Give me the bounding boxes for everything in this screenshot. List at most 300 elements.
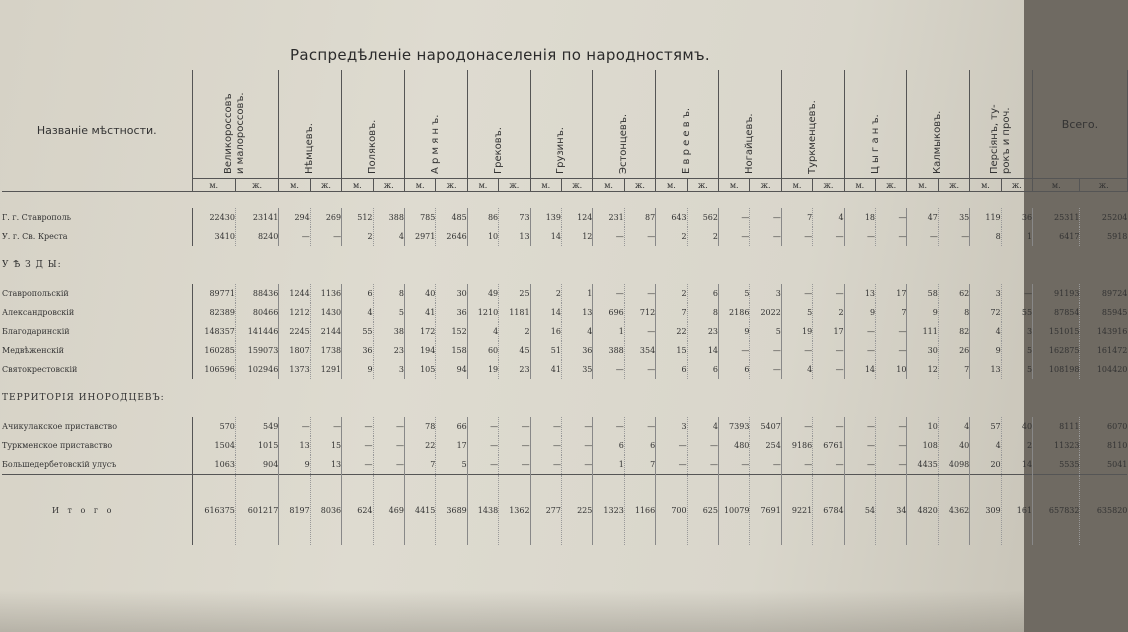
population-value: 254 [750,436,781,455]
population-value: 4820 [907,475,938,546]
population-value: 151015 [1033,322,1080,341]
population-value: 158 [436,341,467,360]
population-value: 36 [1001,208,1032,227]
population-value: 2971 [404,227,435,246]
population-value: 2 [499,322,530,341]
population-value: 141446 [235,322,278,341]
population-value: 7691 [750,475,781,546]
nationality-label: Нѣмцевъ. [304,123,316,174]
population-value: 162875 [1033,341,1080,360]
population-value: 4098 [938,455,969,475]
population-value: — [342,436,373,455]
population-value: — [656,455,687,475]
nationality-label: А р м я н ъ. [429,114,441,174]
female-subheader: ж. [938,179,969,192]
population-value: 1438 [467,475,498,546]
population-value: — [876,455,907,475]
population-value: 73 [499,208,530,227]
population-value: 4 [970,322,1001,341]
nationality-header [593,70,656,179]
nationality-header [467,70,530,179]
population-value: 1 [561,284,592,303]
table-row [2,436,1127,455]
population-value: 23141 [235,208,278,227]
table-row [2,455,1127,475]
population-value: 6761 [813,436,844,455]
population-value: 4 [342,303,373,322]
population-value: 17 [876,284,907,303]
population-value: 18 [844,208,875,227]
population-value: 4 [970,436,1001,455]
population-value: 13 [499,227,530,246]
population-value: — [279,417,310,436]
nationality-label: Великороссовъ и малороссовъ. [223,92,247,174]
population-value: 3 [656,417,687,436]
population-value: — [499,436,530,455]
population-value: 2 [656,284,687,303]
female-subheader: ж. [310,179,341,192]
nationality-label: Персіянъ, ту- рокъ и проч. [989,104,1013,174]
male-subheader: м. [279,179,310,192]
population-value: 26 [938,341,969,360]
population-value: 16 [530,322,561,341]
locality-name: Ачикулакское приставство [2,417,192,436]
locality-name: Г. г. Ставрополь [2,208,192,227]
population-value: — [467,417,498,436]
population-value: — [1001,284,1032,303]
population-value: 172 [404,322,435,341]
population-value: — [876,341,907,360]
table-row [2,227,1127,246]
population-value: 785 [404,208,435,227]
population-value: — [561,436,592,455]
population-value: — [813,227,844,246]
population-value: — [624,227,655,246]
population-value: — [781,227,812,246]
male-subheader: м. [781,179,812,192]
male-subheader: м. [530,179,561,192]
female-subheader: ж. [561,179,592,192]
locality-name: Благодаринскій [2,322,192,341]
population-value: 5041 [1080,455,1127,475]
population-value: 5535 [1033,455,1080,475]
population-value: — [373,436,404,455]
population-value: 4 [561,322,592,341]
male-subheader: м. [342,179,373,192]
population-value: 2 [1001,436,1032,455]
population-value: — [719,227,750,246]
population-value: — [593,360,624,379]
population-value: 1181 [499,303,530,322]
population-value: 12 [561,227,592,246]
female-subheader: ж. [876,179,907,192]
population-value: — [530,417,561,436]
population-value: 1063 [192,455,235,475]
population-value: 49 [467,284,498,303]
population-value: 124 [561,208,592,227]
population-value: 13 [970,360,1001,379]
female-subheader: ж. [687,179,718,192]
population-value: 6070 [1080,417,1127,436]
population-value: 3 [750,284,781,303]
population-value: 4415 [404,475,435,546]
nationality-label: Поляковъ. [367,119,379,174]
population-value: 10 [876,360,907,379]
population-value: — [938,227,969,246]
population-value: — [750,208,781,227]
population-value: 111 [907,322,938,341]
population-value: 1 [593,322,624,341]
population-value: 1362 [499,475,530,546]
nationality-header [404,70,467,179]
table-title: Распредѣленіе народонаселенія по народностямъ. [290,46,710,64]
population-value: — [781,284,812,303]
population-value: 696 [593,303,624,322]
population-value: 108198 [1033,360,1080,379]
population-value: 34 [876,475,907,546]
population-value: 30 [436,284,467,303]
population-value: 51 [530,341,561,360]
population-value: — [279,227,310,246]
female-subheader: ж. [436,179,467,192]
nationality-label: Грузинъ. [555,127,567,174]
population-value: 8110 [1080,436,1127,455]
population-value: — [530,436,561,455]
table-row [2,284,1127,303]
male-subheader: м. [719,179,750,192]
population-value: 7 [656,303,687,322]
section-heading-row [2,379,1127,417]
population-value: 30 [907,341,938,360]
locality-name: Ставропольскій [2,284,192,303]
population-value: — [844,227,875,246]
population-value: 25 [499,284,530,303]
population-value: — [781,417,812,436]
locality-name: Большедербетовскій улусъ [2,455,192,475]
population-value: 5 [781,303,812,322]
male-subheader: м. [593,179,624,192]
population-value: 9 [970,341,1001,360]
section-heading: У Ѣ З Д Ы: [2,260,62,270]
population-value: 9221 [781,475,812,546]
population-value: 6417 [1033,227,1080,246]
nationality-label: Всего. [1061,117,1099,131]
population-value: 55 [342,322,373,341]
population-value: 148357 [192,322,235,341]
population-value: 119 [970,208,1001,227]
population-value: 616375 [192,475,235,546]
locality-name: Туркменское приставство [2,436,192,455]
table-row [2,322,1127,341]
population-value: 3 [970,284,1001,303]
population-value: — [813,455,844,475]
population-value: 8 [970,227,1001,246]
population-value: 562 [687,208,718,227]
population-value: 161472 [1080,341,1127,360]
table-row [2,417,1127,436]
table-row [2,341,1127,360]
population-value: 4 [373,227,404,246]
population-value: 4 [813,208,844,227]
population-value: 25311 [1033,208,1080,227]
female-subheader: ж. [750,179,781,192]
population-value: 13 [310,455,341,475]
population-value: 5 [1001,360,1032,379]
population-value: — [907,227,938,246]
population-value: — [310,417,341,436]
female-subheader: ж. [1001,179,1032,192]
population-value: 14 [844,360,875,379]
population-value: — [876,436,907,455]
population-value: 2022 [750,303,781,322]
locality-name: Медвѣженскій [2,341,192,360]
population-value: 85945 [1080,303,1127,322]
population-value: 3689 [436,475,467,546]
population-value: — [593,284,624,303]
population-value: 1212 [279,303,310,322]
female-subheader: ж. [499,179,530,192]
population-value: 2646 [436,227,467,246]
population-value: 23 [373,341,404,360]
population-value: 5407 [750,417,781,436]
population-value: 225 [561,475,592,546]
population-value: 102946 [235,360,278,379]
nationality-label: Эстонцевъ. [618,113,630,174]
population-value: 8240 [235,227,278,246]
population-value: 388 [373,208,404,227]
population-value: — [719,341,750,360]
population-value: 6 [656,360,687,379]
population-value: — [687,455,718,475]
population-value: 87854 [1033,303,1080,322]
population-value: 60 [467,341,498,360]
population-value: 1323 [593,475,624,546]
population-value: 1015 [235,436,278,455]
table-row [2,208,1127,227]
population-value: — [624,360,655,379]
nationality-header [1033,70,1128,179]
male-subheader: м. [844,179,875,192]
population-value: — [844,417,875,436]
population-value: 36 [436,303,467,322]
population-value: — [342,417,373,436]
population-value: 9186 [781,436,812,455]
nationality-header [656,70,719,179]
population-value: 643 [656,208,687,227]
page-shadow [0,590,1024,632]
population-value: 82389 [192,303,235,322]
population-value: — [813,417,844,436]
population-value: — [499,455,530,475]
population-value: 480 [719,436,750,455]
population-value: 89724 [1080,284,1127,303]
population-value: 20 [970,455,1001,475]
population-value: 23 [499,360,530,379]
population-value: — [530,455,561,475]
nationality-label: Калмыковъ. [932,110,944,174]
population-value: 78 [404,417,435,436]
population-value: 91193 [1033,284,1080,303]
male-subheader: м. [656,179,687,192]
population-value: 139 [530,208,561,227]
population-value: 14 [530,227,561,246]
population-value: 19 [467,360,498,379]
population-value: 1244 [279,284,310,303]
locality-name: Святокрестовскій [2,360,192,379]
population-value: — [781,341,812,360]
population-value: — [719,455,750,475]
population-value: — [561,455,592,475]
population-value: 1 [593,455,624,475]
population-value: 104420 [1080,360,1127,379]
population-value: 2 [813,303,844,322]
population-value: 625 [687,475,718,546]
population-value: 5 [750,322,781,341]
population-value: 8 [938,303,969,322]
population-value: 35 [561,360,592,379]
locality-name: У. г. Св. Креста [2,227,192,246]
population-value: — [750,227,781,246]
nationality-header [342,70,405,179]
population-value: 700 [656,475,687,546]
population-value: 7 [938,360,969,379]
population-value: 54 [844,475,875,546]
population-value: 35 [938,208,969,227]
population-value: 657832 [1033,475,1080,546]
population-value: 22430 [192,208,235,227]
population-value: 624 [342,475,373,546]
population-value: 6 [687,284,718,303]
population-value: 8197 [279,475,310,546]
population-value: 9 [719,322,750,341]
population-value: 2186 [719,303,750,322]
population-value: 17 [436,436,467,455]
nationality-label: Ц ы г а н ъ. [869,114,881,174]
population-value: 712 [624,303,655,322]
population-value: 17 [813,322,844,341]
population-value: 7 [624,455,655,475]
population-value: 1738 [310,341,341,360]
population-value: 6 [593,436,624,455]
population-value: 3 [373,360,404,379]
population-value: 11323 [1033,436,1080,455]
population-value: 3410 [192,227,235,246]
population-value: 6 [624,436,655,455]
population-value: 1210 [467,303,498,322]
population-value: 4 [687,417,718,436]
population-value: 9 [907,303,938,322]
population-value: 635820 [1080,475,1127,546]
population-value: — [844,436,875,455]
population-value: 80466 [235,303,278,322]
population-value: 2144 [310,322,341,341]
population-value: — [656,436,687,455]
population-value: 160285 [192,341,235,360]
population-value: 8 [373,284,404,303]
population-value: 36 [561,341,592,360]
population-value: 14 [687,341,718,360]
population-value: 22 [404,436,435,455]
population-value: 10 [907,417,938,436]
nationality-header [192,70,279,179]
population-value: 15 [310,436,341,455]
population-value: — [813,360,844,379]
population-value: 269 [310,208,341,227]
population-value: 904 [235,455,278,475]
population-value: — [781,455,812,475]
population-value: 41 [530,360,561,379]
population-value: 38 [373,322,404,341]
population-value: 23 [687,322,718,341]
male-subheader: м. [1033,179,1080,192]
nationality-label: Грековъ. [492,127,504,174]
population-value: 601217 [235,475,278,546]
population-value: 309 [970,475,1001,546]
population-value: 6 [687,360,718,379]
population-value: — [750,360,781,379]
male-subheader: м. [970,179,1001,192]
female-subheader: ж. [373,179,404,192]
population-value: 5 [436,455,467,475]
population-value: — [876,322,907,341]
population-value: 1291 [310,360,341,379]
population-value: — [687,436,718,455]
population-value: 194 [404,341,435,360]
male-subheader: м. [404,179,435,192]
population-value: 354 [624,341,655,360]
population-value: 47 [907,208,938,227]
population-table [2,70,1128,545]
population-value: — [844,341,875,360]
population-value: 19 [781,322,812,341]
population-value: 6784 [813,475,844,546]
population-value: 388 [593,341,624,360]
nationality-label: Ногайцевъ. [743,113,755,174]
population-value: 106596 [192,360,235,379]
population-value: 4 [938,417,969,436]
population-value: 2 [656,227,687,246]
population-value: 231 [593,208,624,227]
locality-name: И т о г о [2,475,192,546]
population-value: 469 [373,475,404,546]
population-value: — [624,417,655,436]
population-value: 2 [530,284,561,303]
section-heading: ТЕРРИТОРІЯ ИНОРОДЦЕВЪ: [2,393,165,403]
nationality-header [781,70,844,179]
population-value: 8036 [310,475,341,546]
nationality-header [844,70,907,179]
total-row [2,475,1127,546]
population-value: — [310,227,341,246]
population-value: 3 [1001,322,1032,341]
population-value: 4 [467,322,498,341]
population-value: 86 [467,208,498,227]
population-value: 13 [279,436,310,455]
population-value: 7393 [719,417,750,436]
population-value: 9 [279,455,310,475]
population-value: — [467,455,498,475]
nationality-header [279,70,342,179]
population-value: 2245 [279,322,310,341]
table-row [2,360,1127,379]
population-value: 7 [876,303,907,322]
population-value: 1373 [279,360,310,379]
population-value: — [813,341,844,360]
population-value: 36 [342,341,373,360]
population-value: 1136 [310,284,341,303]
nationality-header [970,70,1033,179]
population-value: 512 [342,208,373,227]
